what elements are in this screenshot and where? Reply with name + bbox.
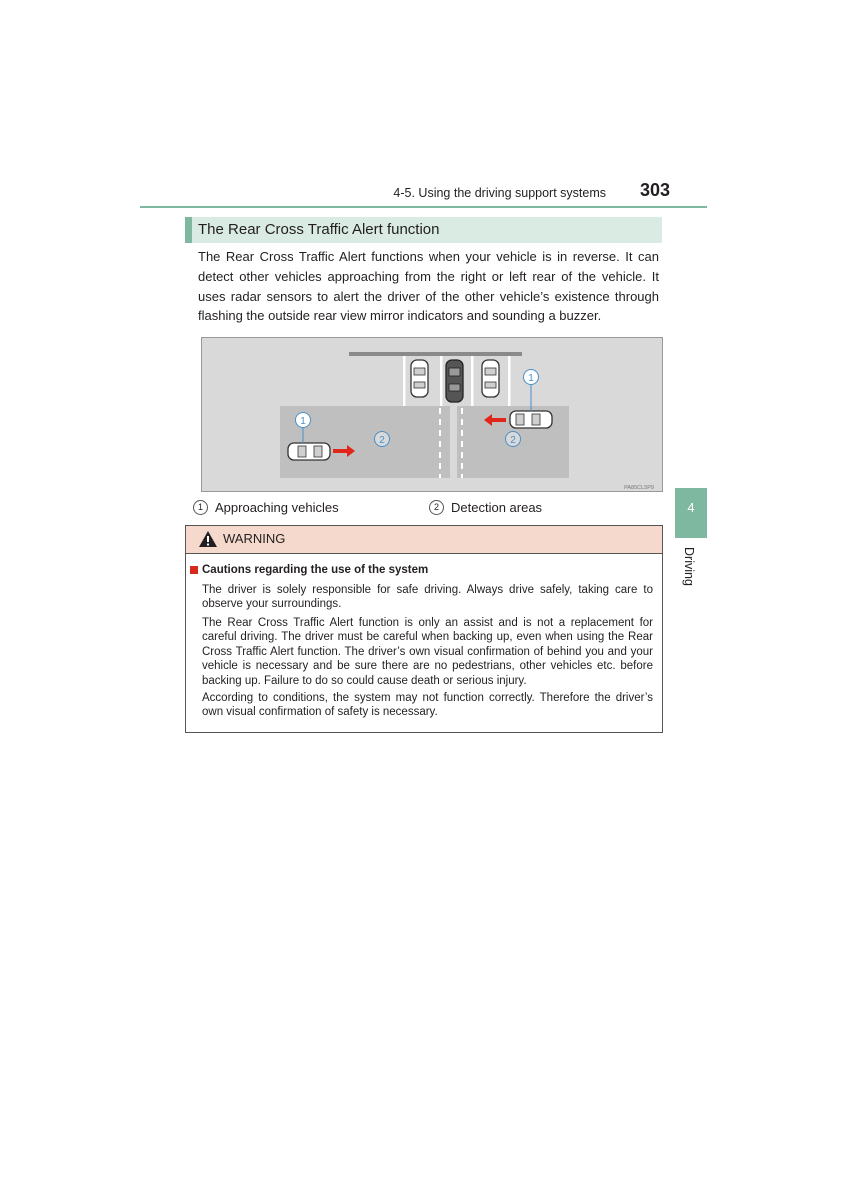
chapter-name: Driving [682,547,696,586]
page-header [0,178,848,208]
legend-number: 2 [429,500,444,515]
stall-line [440,356,443,406]
diagram-svg [202,338,663,492]
svg-text:1: 1 [528,373,534,384]
warning-paragraph: The Rear Cross Traffic Alert function is only an assist and is not a replacement for careful driving. The driver must be careful when backing up, even when using the Rear Cross Traffic Alert function. The driver’s own visual confirmation of behind you and your vehicle is necessary and be sure there are no pedestrians, other vehicles etc. before backing up. Failure to do so could cause death or serious injury. [202,617,653,687]
section-heading [185,217,662,243]
svg-text:2: 2 [379,435,385,446]
legend-text: Detection areas [451,500,543,515]
stall-line [403,356,406,406]
stall-line [508,356,511,406]
approaching-vehicle-left-icon [288,443,330,460]
warning-paragraph: According to conditions, the system may not function correctly. Therefore the driver’s own visual confirmation of safety is necessary. [202,692,653,719]
svg-text:2: 2 [510,435,516,446]
stall-line [471,356,474,406]
warning-paragraph: The driver is solely responsible for safe driving. Always drive safely, taking care to observe your surroundings. [202,584,653,611]
intro-paragraph: The Rear Cross Traffic Alert functions when your vehicle is in reverse. It can detect other vehicles approaching from the right or left rear of the vehicle. It uses radar sensors to alert the driver of the other vehicle’s existence through flashing the outside rear view mirror indicators and sounding a buzzer. [198,249,659,324]
header-rule [140,206,707,208]
callout-1-left [296,413,311,428]
chapter-number: 4 [687,500,695,515]
parking-back-line [349,352,522,356]
callout-2-left [375,432,390,447]
approaching-vehicle-right-icon [510,411,552,428]
image-code: PA85CL5P9 [624,485,654,491]
svg-text:1: 1 [300,416,306,427]
figure-legend [193,500,663,520]
section-heading-text: The Rear Cross Traffic Alert function [198,221,440,238]
callout-1-right [524,370,539,385]
warning-subheading [190,564,428,576]
legend-item [429,500,542,515]
parked-car-icon [411,360,428,397]
warning-subheading-text: Cautions regarding the use of the system [202,564,429,576]
parked-car-icon [482,360,499,397]
callout-2-right [506,432,521,447]
legend-text: Approaching vehicles [215,500,339,515]
chapter-tab [675,488,707,538]
legend-number: 1 [193,500,208,515]
bullet-square-icon [190,566,198,574]
page-number: 303 [639,180,670,200]
legend-item [193,500,339,515]
warning-title: WARNING [223,531,286,546]
warning-triangle-icon [199,531,217,547]
warning-box [185,525,663,733]
warning-title-bar [186,526,662,554]
rcta-diagram [201,337,663,492]
section-title: 4-5. Using the driving support systems [393,186,606,200]
own-vehicle-icon [446,360,463,402]
